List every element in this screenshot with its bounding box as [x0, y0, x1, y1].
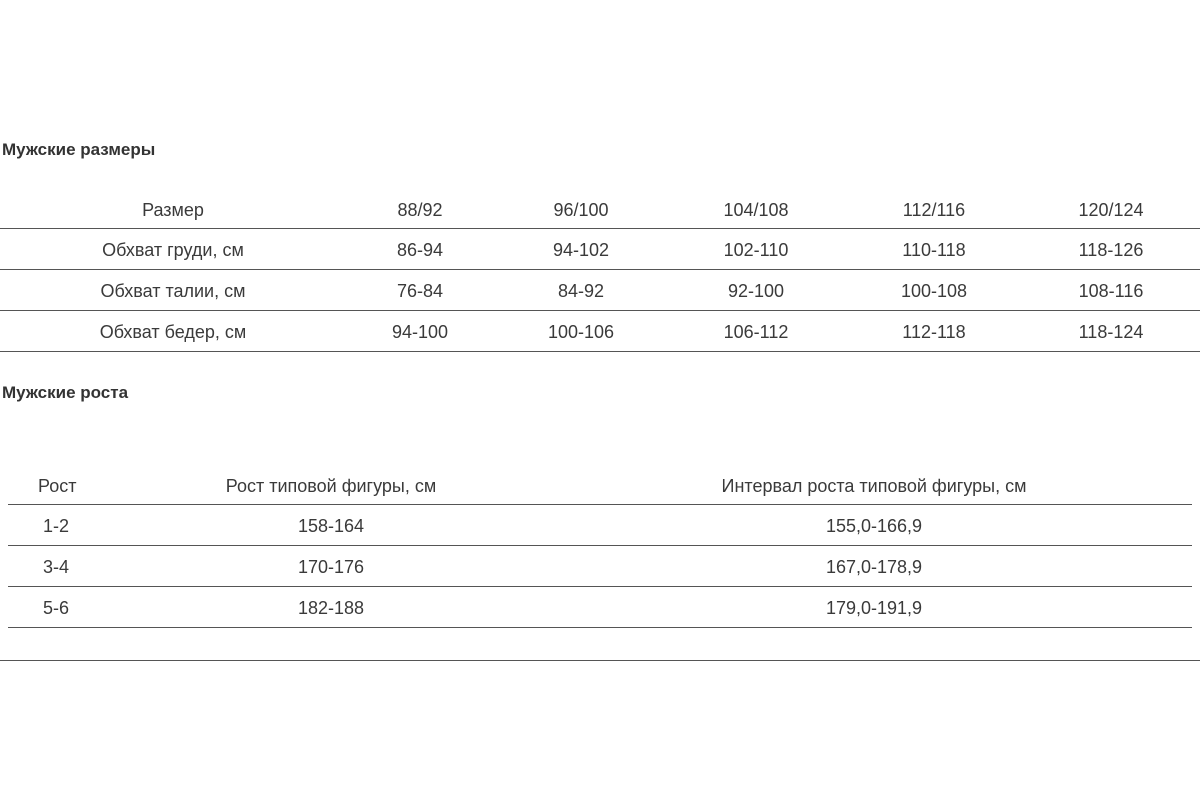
table-rule: [0, 351, 1200, 352]
table-cell: 170-176: [297, 557, 365, 577]
table-rule: [0, 228, 1200, 229]
table-cell: 158-164: [297, 516, 365, 536]
table-cell: 92-100: [727, 281, 785, 301]
table-cell: 102-110: [723, 240, 789, 260]
table-cell: 110-118: [902, 240, 966, 260]
sizes-header-cell: Размер: [142, 200, 204, 220]
table-cell: 118-124: [1078, 322, 1144, 342]
row-label: 3-4: [43, 557, 70, 577]
row-label: Обхват бедер, см: [99, 322, 247, 342]
table-cell: 112-118: [902, 322, 966, 342]
table-cell: 155,0-166,9: [825, 516, 923, 536]
row-label: 5-6: [43, 598, 70, 618]
table-cell: 179,0-191,9: [825, 598, 923, 618]
table-cell: 100-106: [547, 322, 615, 342]
table-rule: [8, 504, 1192, 505]
heights-header-cell: Рост: [38, 476, 77, 496]
heights-header-cell: Интервал роста типовой фигуры, см: [721, 476, 1027, 496]
table-rule: [8, 545, 1192, 546]
table-cell: 94-102: [552, 240, 610, 260]
table-rule: [8, 627, 1192, 628]
table-cell: 106-112: [723, 322, 789, 342]
sizes-header-cell: 96/100: [553, 200, 609, 220]
row-label: Обхват талии, см: [100, 281, 246, 301]
heights-section-title: Мужские роста: [2, 383, 129, 402]
row-label: Обхват груди, см: [102, 240, 244, 260]
page-divider: [0, 660, 1200, 661]
row-label: 1-2: [43, 516, 70, 536]
table-cell: 118-126: [1078, 240, 1144, 260]
sizes-header-cell: 88/92: [397, 200, 443, 220]
table-cell: 182-188: [297, 598, 365, 618]
sizes-header-cell: 104/108: [723, 200, 789, 220]
table-cell: 86-94: [396, 240, 444, 260]
heights-header-cell: Рост типовой фигуры, см: [225, 476, 437, 496]
table-cell: 94-100: [391, 322, 449, 342]
sizes-header-cell: 120/124: [1078, 200, 1144, 220]
table-cell: 76-84: [396, 281, 444, 301]
table-cell: 100-108: [900, 281, 968, 301]
table-rule: [8, 586, 1192, 587]
table-rule: [0, 310, 1200, 311]
sizes-section-title: Мужские размеры: [2, 140, 156, 159]
table-cell: 167,0-178,9: [825, 557, 923, 577]
table-rule: [0, 269, 1200, 270]
table-cell: 84-92: [557, 281, 605, 301]
table-cell: 108-116: [1078, 281, 1144, 301]
sizes-header-cell: 112/116: [902, 200, 966, 220]
